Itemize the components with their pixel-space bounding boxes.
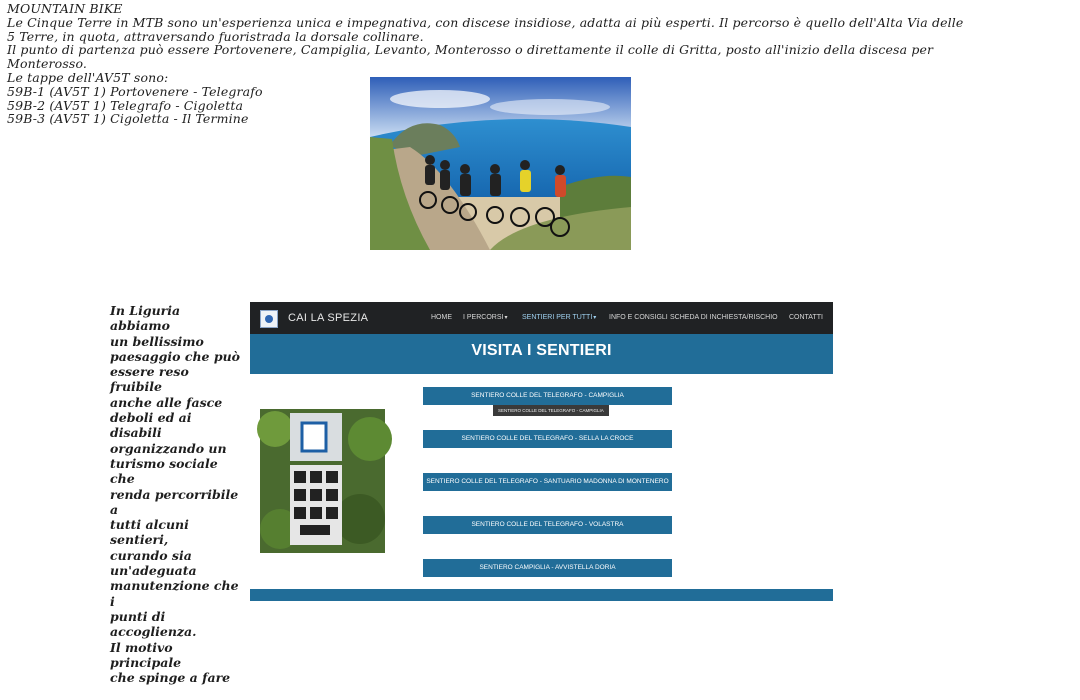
page-banner bbox=[250, 334, 833, 374]
side-line: turismo sociale che bbox=[110, 455, 218, 487]
nav-sentieri-per-tutti[interactable]: SENTIERI PER TUTTI▾ bbox=[522, 314, 597, 321]
accessibility-text-block bbox=[110, 303, 242, 686]
nav-percorsi[interactable]: I PERCORSI▾ bbox=[463, 314, 508, 321]
side-line: che spinge a fare bbox=[110, 670, 231, 686]
trail-button-sella-la-croce[interactable]: SENTIERO COLLE DEL TELEGRAFO - SELLA LA CROCE bbox=[423, 430, 672, 448]
intro-line: 5 Terre, in quota, attraversando fuoristrada la dorsale collinare. bbox=[7, 28, 424, 44]
cai-logo-icon[interactable] bbox=[260, 310, 278, 328]
stage-item: 59B-3 (AV5T 1) Cigoletta - Il Termine bbox=[7, 111, 249, 127]
side-line: organizzando un bbox=[110, 440, 227, 456]
intro-line: Il punto di partenza può essere Portovenere, Campiglia, Levanto, Monterosso o direttamente il colle di Gritta, posto all'inizio della discesa per bbox=[7, 42, 934, 58]
nav-contatti[interactable]: CONTATTI bbox=[789, 314, 823, 321]
side-line: paesaggio che può bbox=[110, 348, 241, 364]
side-line: curando sia bbox=[110, 547, 192, 563]
mountain-bike-photo bbox=[370, 77, 631, 250]
trail-button-campiglia[interactable]: SENTIERO COLLE DEL TELEGRAFO - CAMPIGLIA bbox=[423, 387, 672, 405]
side-line: un bellissimo bbox=[110, 333, 204, 349]
site-footer-bar bbox=[250, 589, 833, 601]
side-line: Il motivo principale bbox=[110, 639, 182, 670]
trail-button-montenero[interactable]: SENTIERO COLLE DEL TELEGRAFO - SANTUARIO MADONNA DI MONTENERO bbox=[423, 473, 672, 491]
side-line: In Liguria abbiamo bbox=[110, 303, 181, 334]
side-line: renda percorribile a bbox=[110, 486, 239, 517]
trail-button-sella-doria[interactable]: SENTIERO CAMPIGLIA - AVVISTELLA DORIA bbox=[423, 559, 672, 577]
trail-sign-photo bbox=[260, 409, 385, 553]
site-navbar bbox=[250, 302, 833, 334]
page-title: VISITA I SENTIERI bbox=[471, 342, 612, 359]
intro-line: Monterosso. bbox=[7, 56, 88, 72]
nav-home[interactable]: HOME bbox=[431, 314, 452, 321]
tooltip: SENTIERO COLLE DEL TELEGRAFO - CAMPIGLIA bbox=[493, 405, 609, 416]
side-line: manutenzione che i bbox=[110, 578, 239, 609]
stage-item: 59B-2 (AV5T 1) Telegrafo - Cigoletta bbox=[7, 97, 244, 113]
chevron-down-icon: ▾ bbox=[504, 315, 508, 321]
side-line: anche alle fasce bbox=[110, 394, 223, 410]
stage-item: 59B-1 (AV5T 1) Portovenere - Telegrafo bbox=[7, 83, 263, 99]
intro-line: Le tappe dell'AV5T sono: bbox=[7, 69, 169, 85]
side-line: tutti alcuni sentieri, bbox=[110, 517, 189, 548]
side-line: essere reso fruibile bbox=[110, 364, 189, 395]
site-brand[interactable]: CAI LA SPEZIA bbox=[288, 312, 369, 324]
trail-button-volastra[interactable]: SENTIERO COLLE DEL TELEGRAFO - VOLASTRA bbox=[423, 516, 672, 534]
chevron-down-icon: ▾ bbox=[593, 315, 597, 321]
nav-scheda-inchiesta[interactable]: SCHEDA DI INCHIESTA/RISCHIO bbox=[670, 314, 778, 321]
side-line: deboli ed ai disabili bbox=[110, 410, 192, 441]
side-line: punti di accoglienza. bbox=[110, 608, 197, 640]
nav-info-consigli[interactable]: INFO E CONSIGLI bbox=[609, 314, 668, 321]
side-line: un'adeguata bbox=[110, 563, 197, 579]
cai-website-screenshot bbox=[250, 300, 833, 602]
intro-heading: MOUNTAIN BIKE bbox=[7, 1, 123, 16]
intro-line: Le Cinque Terre in MTB sono un'esperienza unica e impegnativa, con discese insidiose, adatta ai più esperti. Il percorso è quello dell'Alta Via delle bbox=[7, 14, 964, 30]
